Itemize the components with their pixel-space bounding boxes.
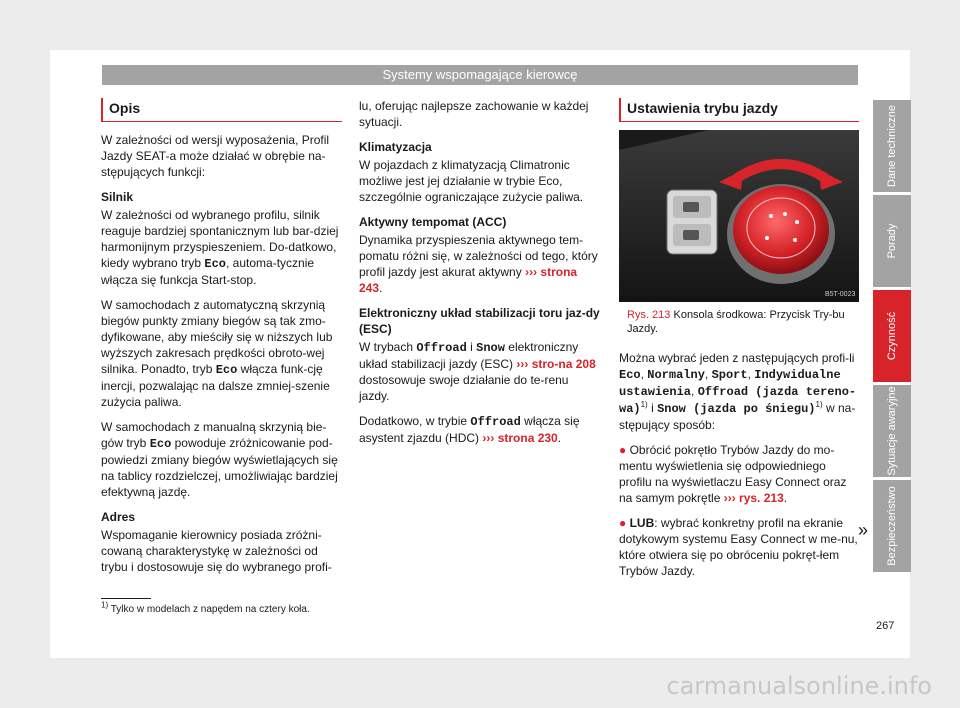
figure-caption: Rys. 213 Konsola środkowa: Przycisk Try-bu Jazdy.	[627, 309, 845, 335]
footnote: $^{1)}$ Tylko w modelach z napędem na cztery koła.	[101, 600, 310, 615]
page-number: 267	[876, 620, 895, 632]
mode-offroad: Offroad	[416, 341, 467, 355]
mode-offroad: Offroad	[470, 415, 521, 429]
engine-paragraph-2: W samochodach z automatyczną skrzynią biegów punkty zmiany biegów są tak zmo-dyfikowane, aby mieściły się w niższych lub wyższych zakresach prędkości obroto-wej silnika. Ponadto, tryb Eco włącza funk-cję inercji, pozwalając na dalsze zmniej-szenie zużycia paliwa.	[101, 298, 333, 409]
subhead-climate: Klimatyzacja	[359, 140, 432, 154]
drive-mode-intro: Można wybrać jeden z następujących profi-li Eco, Normalny, Sport, Indywidualne ustawienia, Offroad (jazda tereno-wa)$^{1)}$ i Snow (jazda po śniegu)$^{1)}$ w na-stępujący sposób:	[619, 351, 857, 432]
subhead-engine: Silnik	[101, 190, 134, 204]
esc-paragraph: W trybach Offroad i Snow elektroniczny układ stabilizacji jazdy (ESC) ››› stro-na 208 dostosowuje swoje działanie do te-renu jazdy.	[359, 340, 596, 403]
page-header: Systemy wspomagające kierowcę	[102, 65, 858, 85]
mode-eco: Eco	[215, 363, 238, 377]
column-drive-mode	[619, 98, 859, 588]
column-continued	[359, 98, 600, 455]
continued-paragraph: lu, oferując najlepsze zachowanie w każdej sytuacji.	[359, 99, 589, 129]
engine-paragraph-3: W samochodach z manualną skrzynią bie-gów tryb Eco powoduje zróżnicowanie pod-powiedzi zmiany biegów wyświetlających się na tablicy rozdzielczej, umożliwiając bardziej efektywną jazdę.	[101, 420, 338, 499]
column-description	[101, 98, 342, 584]
chapter-tabs	[873, 100, 911, 575]
subhead-acc: Aktywny tempomat (ACC)	[359, 215, 507, 229]
link-page-243[interactable]: ››› strona 243	[359, 265, 578, 295]
drive-mode-knob-illustration	[619, 130, 859, 302]
section-title-description: Opis	[101, 98, 342, 122]
steering-paragraph: Wspomaganie kierownicy posiada zróżni-cowaną charakterystykę w zależności od trybu i dostosowuje się do wybranego profi-	[101, 528, 332, 574]
subhead-esc: Elektroniczny układ stabilizacji toru jaz-dy (ESC)	[359, 306, 600, 336]
bullet-icon: ●	[619, 516, 627, 530]
mode-eco: Eco	[204, 257, 226, 271]
photo-code: B5T-0023	[825, 291, 856, 298]
mode-snow: Snow	[476, 341, 505, 355]
figure-number: Rys. 213	[627, 309, 671, 321]
tab-tips[interactable]: Porady	[873, 195, 911, 287]
acc-paragraph: Dynamika przyspieszenia aktywnego tem-pomatu różni się, w zależności od tego, który profil jazdy jest akurat aktywny ››› strona 243.	[359, 233, 598, 295]
footnote-divider	[101, 598, 151, 599]
bullet-touchscreen: ● LUB: wybrać konkretny profil na ekranie dotykowym systemu Easy Connect w me-nu, które otwiera się po obróceniu pokręt-łem Trybów Jazdy.	[619, 516, 858, 578]
climate-paragraph: W pojazdach z klimatyzacją Climatronic możliwe jest jej działanie w trybie Eco, szczególnie ograniczające zużycie paliwa.	[359, 158, 584, 204]
watermark: carmanualsonline.info	[666, 672, 932, 700]
bullet-rotate-knob: ● Obrócić pokrętło Trybów Jazdy do mo-mentu wyświetlenia się odpowiedniego profilu na wyświetlaczu Easy Connect oraz na samym pokrętle ››› rys. 213.	[619, 443, 847, 505]
tab-operation[interactable]: Czynność	[873, 290, 911, 382]
hdc-paragraph: Dodatkowo, w trybie Offroad włącza się asystent zjazdu (HDC) ››› strona 230.	[359, 414, 580, 445]
link-fig-213[interactable]: ››› rys. 213	[723, 491, 784, 505]
tab-emergencies[interactable]: Sytuacje awaryjne	[873, 385, 911, 477]
console-photo	[619, 130, 859, 302]
continue-arrow-icon: »	[858, 520, 869, 540]
mode-eco: Eco	[149, 437, 172, 451]
section-title-drive-mode: Ustawienia trybu jazdy	[619, 98, 859, 122]
tab-technical-data[interactable]: Dane techniczne	[873, 100, 911, 192]
engine-paragraph-1: W zależności od wybranego profilu, silnik reaguje bardziej spontanicznym lub bar-dziej harmonijnym przyspieszeniem. Do-datkowo, kiedy wybrano tryb Eco, automa-tycznie włącza się funkcja Start-stop.	[101, 208, 339, 287]
intro-paragraph: W zależności od wersji wyposażenia, Profil Jazdy SEAT-a może działać w obrębie na-stępujących funkcji:	[101, 133, 330, 179]
link-page-230[interactable]: ››› strona 230	[482, 431, 558, 445]
bullet-icon: ●	[619, 443, 627, 457]
tab-safety[interactable]: Bezpieczeństwo	[873, 480, 911, 572]
subhead-steering: Adres	[101, 510, 136, 524]
link-page-208[interactable]: ››› stro-na 208	[516, 357, 596, 371]
